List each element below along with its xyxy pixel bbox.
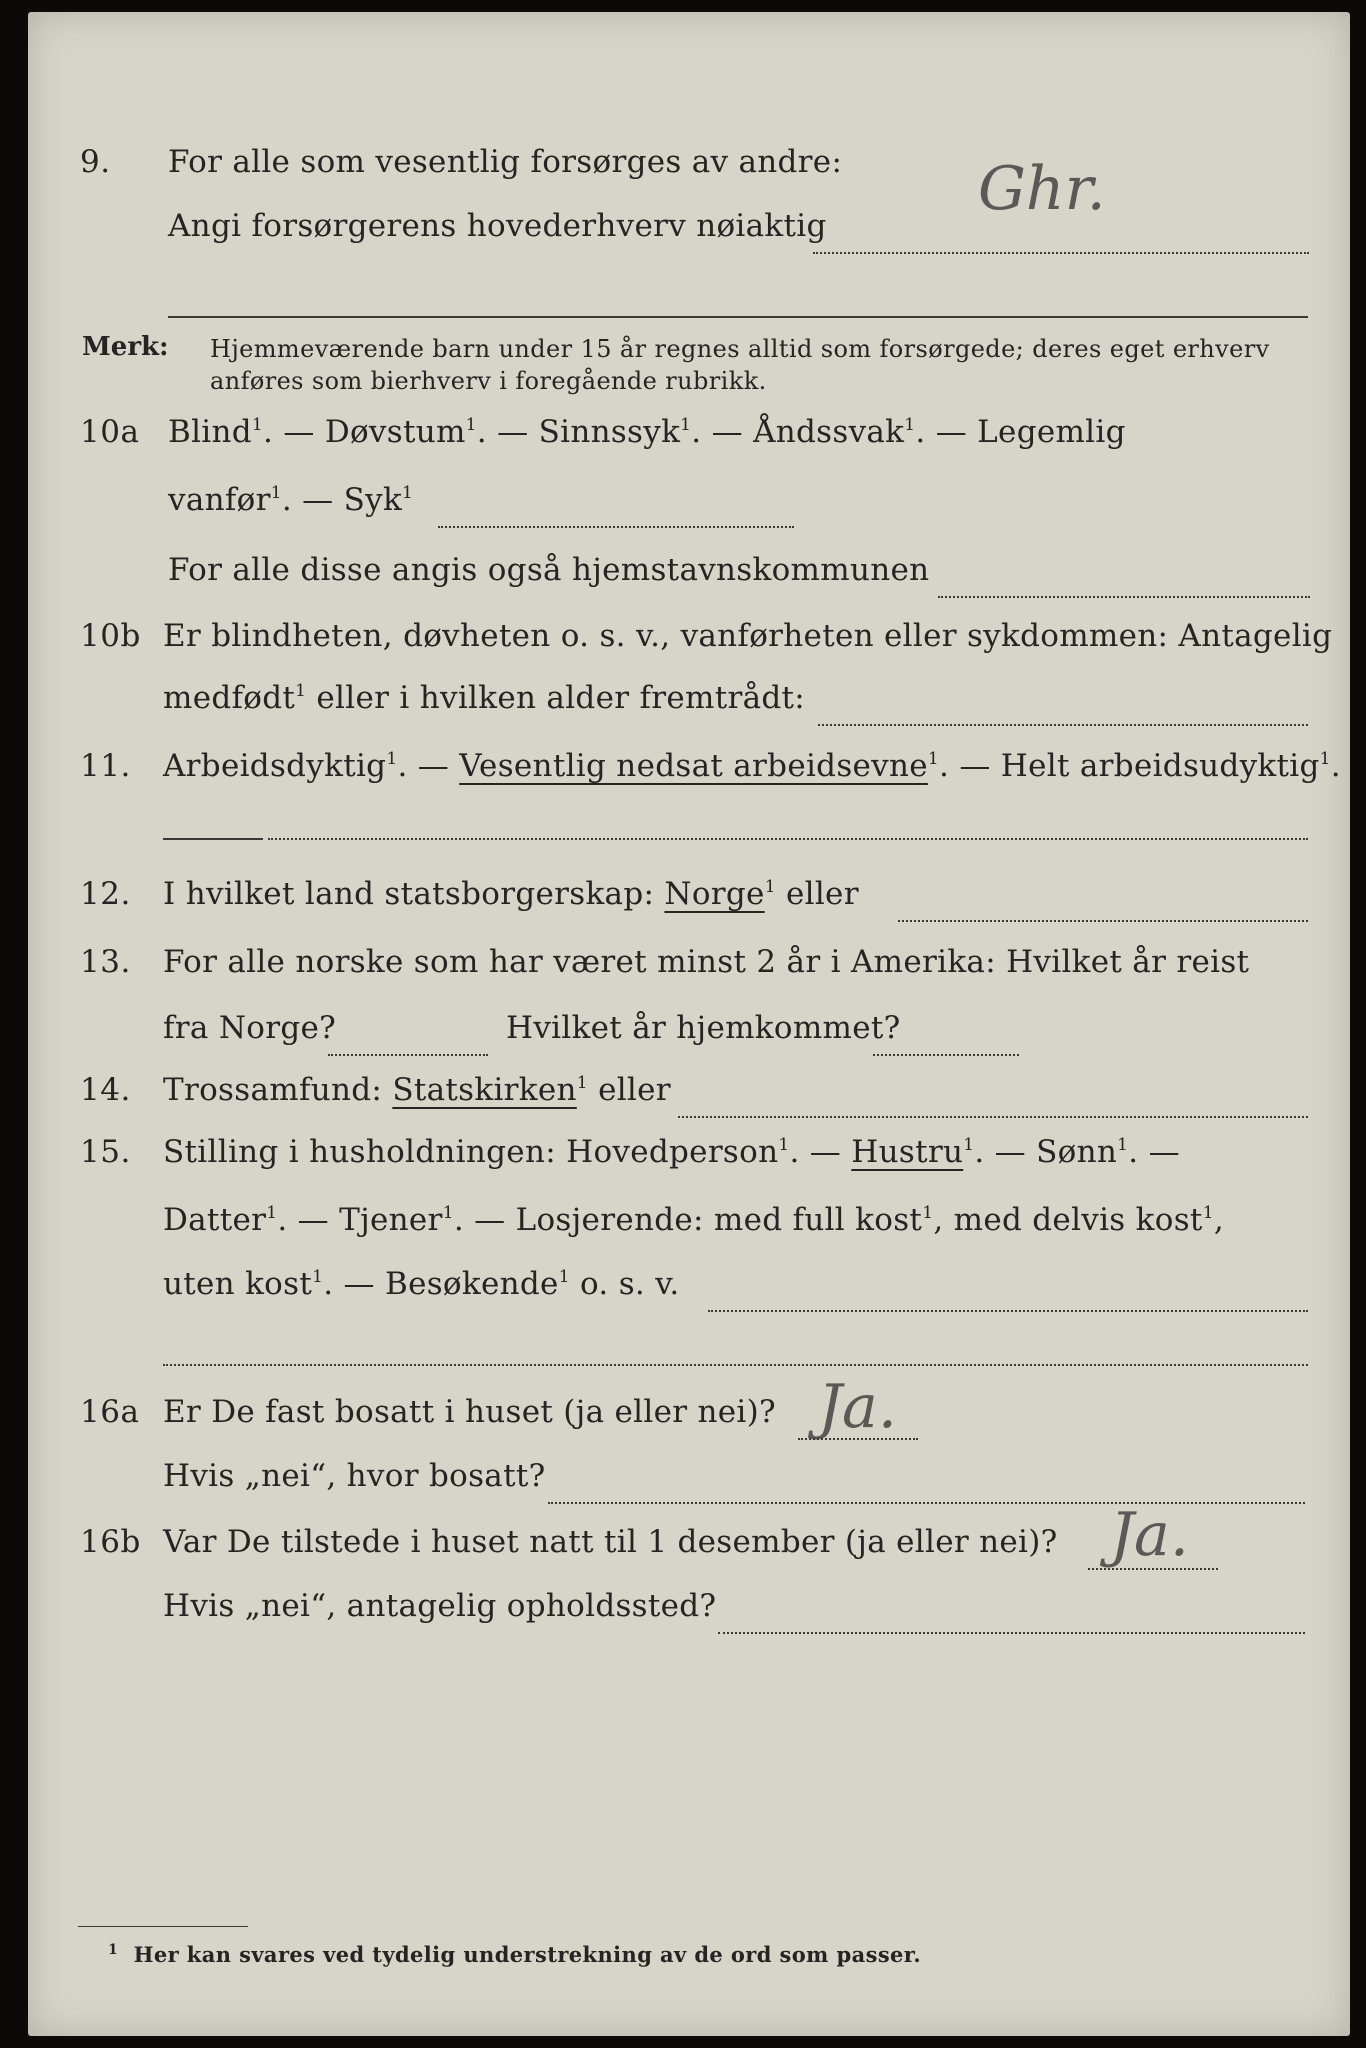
option-delvis-kost[interactable]: med delvis kost	[953, 1202, 1203, 1238]
answer-line[interactable]	[938, 596, 1310, 598]
answer-line[interactable]	[798, 1438, 918, 1440]
question-number: 13.	[80, 944, 131, 980]
question-number: 16a	[80, 1394, 140, 1430]
question-number: 15.	[80, 1134, 131, 1170]
option-uten-kost[interactable]: uten kost	[163, 1266, 313, 1302]
question-number: 14.	[80, 1072, 131, 1108]
option-syk[interactable]: Syk	[343, 482, 403, 518]
question-text: For alle norske som har været minst 2 år i Amerika: Hvilket år reist	[163, 944, 1250, 980]
handwritten-answer: Ghr.	[978, 154, 1106, 224]
question-text: fra Norge?	[163, 1010, 337, 1046]
note-label: Merk:	[82, 332, 169, 362]
option-arbeidsdyktig[interactable]: Arbeidsdyktig	[163, 748, 387, 784]
question-15-line3	[28, 1266, 1350, 1316]
footnote: $^1$ Her kan svares ved tydelig understrekning av de ord som passer.	[108, 1942, 922, 1967]
question-text: Hvis „nei“, antagelig opholdssted?	[163, 1588, 717, 1624]
question-text: vanfør$^1$. — Syk$^1$	[168, 482, 414, 518]
option-andssvak[interactable]: Åndssvak	[753, 414, 905, 450]
answer-line[interactable]	[328, 1054, 488, 1056]
question-13-line2	[28, 1010, 1350, 1060]
footnote-rule	[78, 1926, 248, 1927]
question-16b-line2	[28, 1588, 1350, 1638]
question-number: 11.	[80, 748, 131, 784]
answer-line[interactable]	[268, 838, 1308, 840]
answer-line[interactable]	[818, 724, 1308, 726]
option-blind[interactable]: Blind	[168, 414, 252, 450]
answer-line[interactable]	[708, 1310, 1308, 1312]
question-10a-line3	[28, 552, 1350, 602]
question-text: For alle som vesentlig forsørges av andre:	[168, 144, 843, 180]
option-losjerende-full-kost[interactable]: Losjerende: med full kost	[515, 1202, 923, 1238]
question-text: For alle disse angis også hjemstavnskommunen	[168, 552, 930, 588]
question-text: Arbeidsdyktig$^1$. — Vesentlig nedsat arbeidsevne$^1$. — Helt arbeidsudyktig$^1$.	[163, 748, 1341, 784]
question-text: Hvis „nei“, hvor bosatt?	[163, 1458, 546, 1494]
question-12	[28, 876, 1350, 926]
answer-line[interactable]	[678, 1116, 1308, 1118]
option-vesentlig-nedsat[interactable]: Vesentlig nedsat arbeidsevne	[459, 748, 928, 784]
option-norge[interactable]: Norge	[664, 876, 765, 912]
question-10a	[28, 414, 1350, 464]
answer-line[interactable]	[163, 1364, 1308, 1366]
question-text: Stilling i husholdningen: Hovedperson$^1$. — Hustru$^1$. — Sønn$^1$. —	[163, 1134, 1180, 1170]
question-11	[28, 748, 1350, 798]
question-15	[28, 1134, 1350, 1184]
option-sonn[interactable]: Sønn	[1036, 1134, 1118, 1170]
question-number: 10b	[80, 618, 141, 654]
answer-line[interactable]	[718, 1632, 1305, 1634]
question-text: Er De fast bosatt i huset (ja eller nei)?	[163, 1394, 776, 1430]
option-medfodt[interactable]: medfødt	[163, 680, 296, 716]
divider	[168, 316, 1308, 318]
handwritten-answer: Ja.	[818, 1372, 897, 1442]
question-10b	[28, 618, 1350, 668]
option-helt-arbeidsudyktig[interactable]: Helt arbeidsudyktig	[1000, 748, 1320, 784]
census-form-page	[28, 12, 1350, 2036]
option-dovstum[interactable]: Døvstum	[324, 414, 466, 450]
answer-line[interactable]	[873, 1054, 1019, 1056]
question-number: 9.	[80, 144, 111, 180]
answer-line[interactable]	[548, 1502, 1305, 1504]
question-9	[28, 144, 1350, 194]
short-rule	[163, 838, 263, 840]
option-hustru[interactable]: Hustru	[851, 1134, 964, 1170]
note-text: anføres som bierhverv i foregående rubrikk.	[210, 367, 767, 395]
question-10b-line2	[28, 680, 1350, 730]
answer-line[interactable]	[898, 920, 1308, 922]
option-statskirken[interactable]: Statskirken	[392, 1072, 577, 1108]
question-13	[28, 944, 1350, 994]
question-10a-line2	[28, 482, 1350, 532]
note-text: Hjemmeværende barn under 15 år regnes alltid som forsørgede; deres eget erhverv	[210, 335, 1270, 363]
question-text: Angi forsørgerens hovederhverv nøiaktig	[168, 208, 827, 244]
question-16a	[28, 1372, 1350, 1444]
question-text: uten kost$^1$. — Besøkende$^1$ o. s. v.	[163, 1266, 680, 1302]
option-legemlig[interactable]: Legemlig	[977, 414, 1126, 450]
option-tjener[interactable]: Tjener	[339, 1202, 443, 1238]
answer-line[interactable]	[813, 252, 1309, 254]
answer-line[interactable]	[438, 526, 794, 528]
question-number: 12.	[80, 876, 131, 912]
option-besokende[interactable]: Besøkende	[385, 1266, 559, 1302]
question-text: medfødt$^1$ eller i hvilken alder fremtrådt:	[163, 680, 806, 716]
question-15-line2	[28, 1202, 1350, 1252]
question-text: Datter$^1$. — Tjener$^1$. — Losjerende: med full kost$^1$, med delvis kost$^1$,	[163, 1202, 1224, 1238]
question-text: Trossamfund: Statskirken$^1$ eller	[163, 1072, 671, 1108]
handwritten-answer: Ja.	[1110, 1500, 1189, 1570]
question-number: 10a	[80, 414, 140, 450]
question-14	[28, 1072, 1350, 1122]
question-text: Blind$^1$. — Døvstum$^1$. — Sinnssyk$^1$. — Åndssvak$^1$. — Legemlig	[168, 414, 1126, 450]
question-16b	[28, 1500, 1350, 1574]
option-vanfor[interactable]: vanfør	[168, 482, 271, 518]
option-sinnssyk[interactable]: Sinnssyk	[538, 414, 681, 450]
question-text: Var De tilstede i huset natt til 1 desember (ja eller nei)?	[163, 1524, 1058, 1560]
option-hovedperson[interactable]: Hovedperson	[566, 1134, 779, 1170]
question-text: Er blindheten, døvheten o. s. v., vanførheten eller sykdommen: Antagelig	[163, 618, 1333, 654]
question-text: I hvilket land statsborgerskap: Norge$^1$ eller	[163, 876, 859, 912]
question-number: 16b	[80, 1524, 141, 1560]
question-text: Hvilket år hjemkommet?	[506, 1010, 901, 1046]
answer-line[interactable]	[1088, 1568, 1218, 1570]
option-datter[interactable]: Datter	[163, 1202, 267, 1238]
